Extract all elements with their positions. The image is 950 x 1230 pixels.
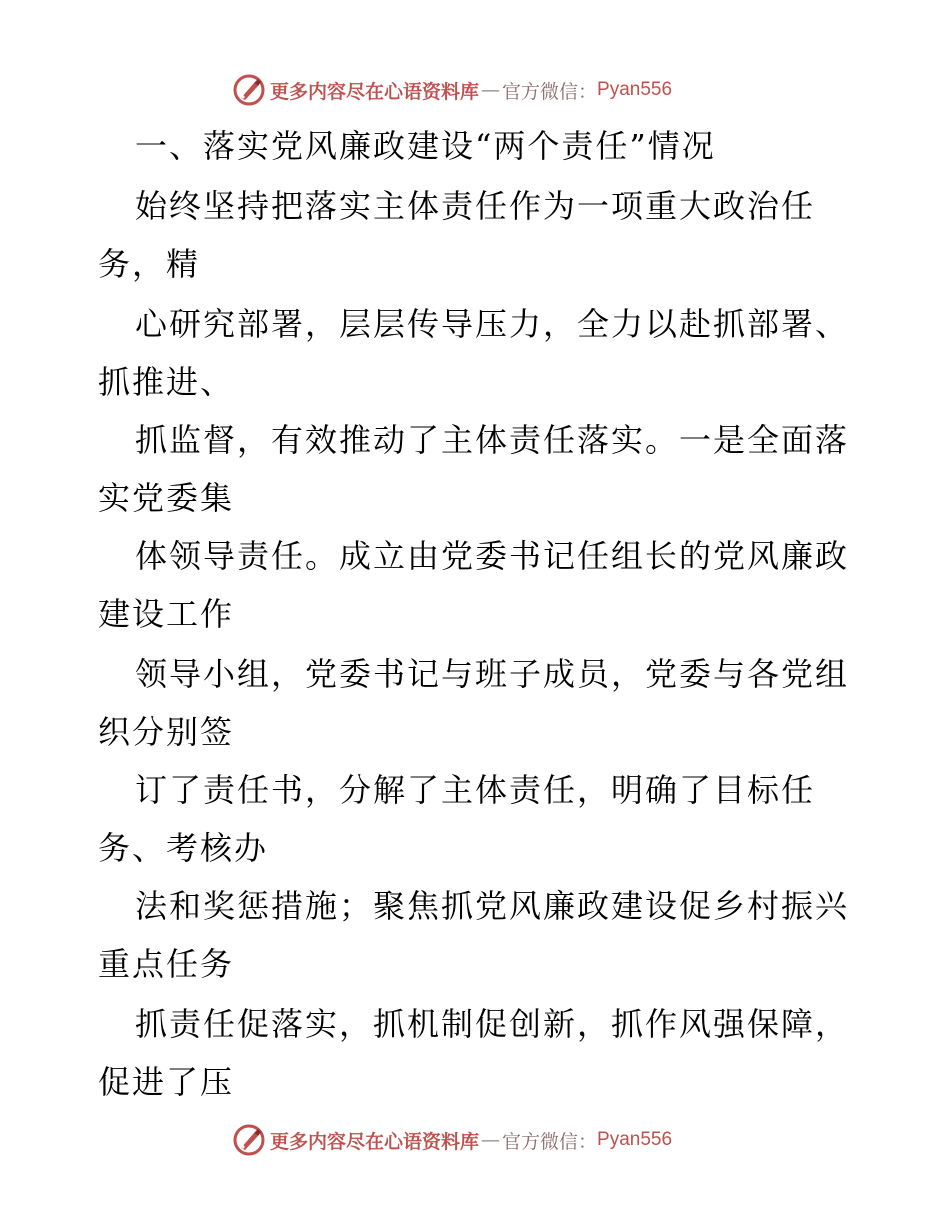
text-line: 抓推进、 — [98, 363, 235, 401]
text-line: 务，精 — [98, 245, 201, 283]
watermark-dash: — — [481, 1129, 501, 1151]
watermark-text: 更多内容尽在心语资料库 — [270, 80, 480, 103]
text-line: 始终坚持把落实主体责任作为一项重大政治任 — [135, 187, 816, 225]
section-heading: 一、落实党风廉政建设“两个责任”情况 — [135, 127, 716, 165]
text-line: 心研究部署，层层传导压力，全力以赴抓部署、 — [135, 305, 850, 343]
text-line: 务、考核办 — [98, 829, 269, 867]
text-line: 实党委集 — [98, 479, 235, 517]
pen-logo-icon — [232, 73, 266, 107]
text-line: 促进了压 — [98, 1063, 235, 1101]
text-line: 领导小组，党委书记与班子成员，党委与各党组 — [135, 655, 850, 693]
text-line: 体领导责任。成立由党委书记任组长的党风廉政 — [135, 537, 850, 575]
header-watermark — [232, 70, 672, 110]
watermark-wechat-label: 官方微信： — [502, 80, 598, 103]
watermark-dash: — — [481, 79, 501, 101]
footer-watermark — [232, 1120, 672, 1160]
text-line: 法和奖惩措施；聚焦抓党风廉政建设促乡村振兴 — [135, 887, 850, 925]
text-line: 订了责任书，分解了主体责任，明确了目标任 — [135, 771, 816, 809]
watermark-wechat-label: 官方微信： — [502, 1130, 598, 1153]
watermark-wechat-id: Pyan556 — [597, 1129, 673, 1150]
watermark-wechat-id: Pyan556 — [597, 79, 673, 100]
text-line: 建设工作 — [98, 595, 235, 633]
text-line: 抓责任促落实，抓机制促创新，抓作风强保障， — [135, 1005, 850, 1043]
text-line: 重点任务 — [98, 945, 235, 983]
pen-logo-icon — [232, 1123, 266, 1157]
watermark-text: 更多内容尽在心语资料库 — [270, 1130, 480, 1153]
text-line: 抓监督，有效推动了主体责任落实。一是全面落 — [135, 421, 850, 459]
text-line: 织分别签 — [98, 713, 235, 751]
